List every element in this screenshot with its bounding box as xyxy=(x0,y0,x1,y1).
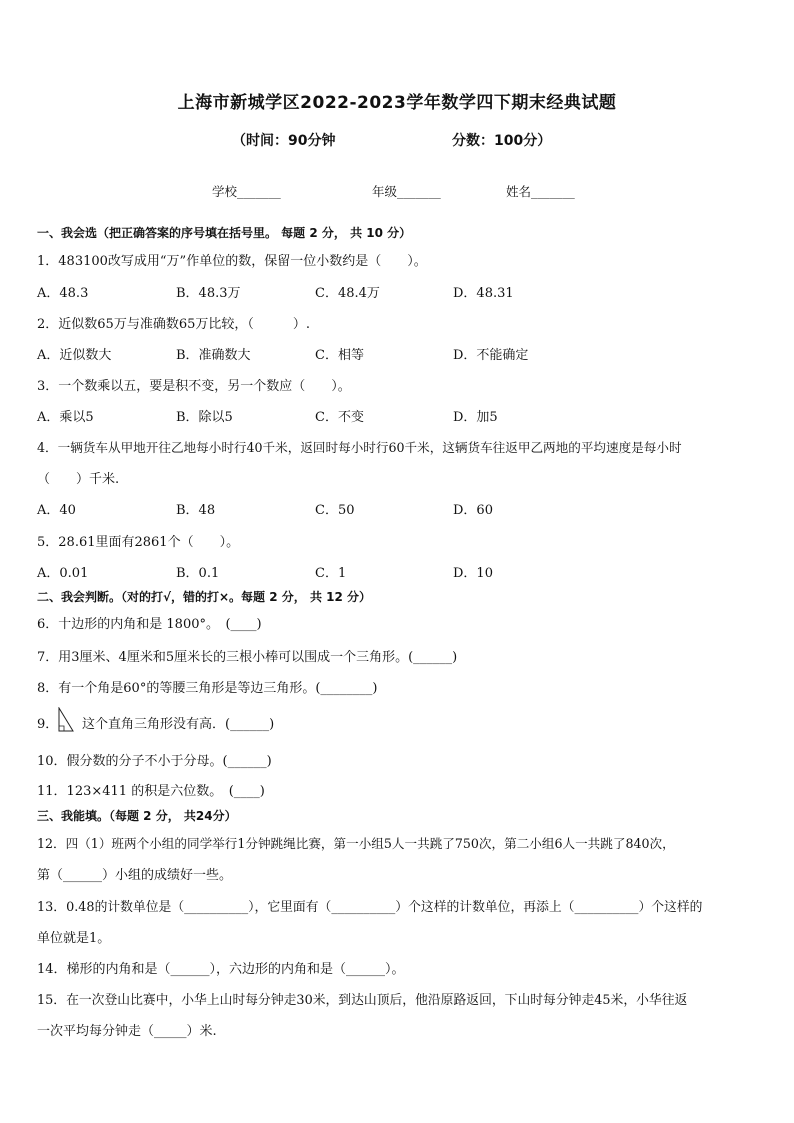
question-3: 3．一个数乘以五，要是积不变，另一个数应（ ）。 xyxy=(37,379,351,394)
question-5: 5．28.61里面有2861个（ ）。 xyxy=(37,535,240,550)
option-2c: C．相等 xyxy=(315,348,364,363)
question-8: 8．有一个角是60°的等腰三角形是等边三角形。(________) xyxy=(37,681,378,696)
school-field: 学校_______ xyxy=(212,184,281,199)
question-4: 4．一辆货车从甲地开往乙地每小时行40千米，返回时每小时行60千米，这辆货车往返甲乙两地的平均速度是每小时 xyxy=(37,440,682,455)
question-15: 15．在一次登山比赛中，小华上山时每分钟走30米，到达山顶后，他沿原路返回，下山时每分钟走45米，小华往返 xyxy=(37,993,688,1008)
option-1a: A．48.3 xyxy=(37,286,89,301)
grade-field: 年级_______ xyxy=(372,184,441,199)
question-11: 11．123×411 的积是六位数。 (____) xyxy=(37,784,265,799)
option-4a: A．40 xyxy=(37,503,76,518)
question-12: 12．四（1）班两个小组的同学举行1分钟跳绳比赛，第一小组5人一共跳了750次，第二小组6人一共跳了840次， xyxy=(37,836,675,851)
section-heading-fill: 三、我能填。（每题 2 分， 共24分） xyxy=(37,809,237,823)
option-2a: A．近似数大 xyxy=(37,348,112,363)
question-1: 1．483100改写成用“万”作单位的数，保留一位小数约是（ ）。 xyxy=(37,254,427,269)
option-3a: A．乘以5 xyxy=(37,410,94,425)
option-3b: B．除以5 xyxy=(176,410,233,425)
option-5c: C．1 xyxy=(315,566,347,581)
exam-time: （时间：90分钟 xyxy=(232,133,336,149)
section-heading-choice: 一、我会选（把正确答案的序号填在括号里。 每题 2 分， 共 10 分） xyxy=(37,226,412,240)
question-7: 7．用3厘米、4厘米和5厘米长的三根小棒可以围成一个三角形。(______) xyxy=(37,650,458,665)
question-4-continued: （ ）千米. xyxy=(37,472,120,487)
option-2d: D．不能确定 xyxy=(453,348,529,363)
option-2b: B．准确数大 xyxy=(176,348,251,363)
question-10: 10．假分数的分子不小于分母。(______) xyxy=(37,754,272,769)
exam-score: 分数：100分） xyxy=(452,133,552,149)
option-1c: C．48.4万 xyxy=(315,286,380,301)
option-1b: B．48.3万 xyxy=(176,286,241,301)
option-3c: C．不变 xyxy=(315,410,364,425)
question-9-number: 9． xyxy=(37,717,59,732)
option-4d: D．60 xyxy=(453,503,493,518)
option-4b: B．48 xyxy=(176,503,216,518)
question-15-continued: 一次平均每分钟走（_____）米. xyxy=(37,1024,217,1039)
option-3d: D．加5 xyxy=(453,410,498,425)
question-9: 这个直角三角形没有高．(______) xyxy=(82,717,275,732)
option-5b: B．0.1 xyxy=(176,566,220,581)
section-heading-judge: 二、我会判断。（对的打√，错的打×。每题 2 分， 共 12 分） xyxy=(37,590,371,604)
question-13-continued: 单位就是1。 xyxy=(37,931,111,946)
option-5a: A．0.01 xyxy=(37,566,89,581)
question-2: 2．近似数65万与准确数65万比较，（ ）. xyxy=(37,317,310,332)
question-13: 13．0.48的计数单位是（__________），它里面有（__________）个这样的计数单位，再添上（__________）个这样的 xyxy=(37,900,703,915)
right-triangle-figure xyxy=(57,707,75,733)
option-1d: D．48.31 xyxy=(453,286,514,301)
name-field: 姓名_______ xyxy=(506,184,575,199)
page-title: 上海市新城学区2022-2023学年数学四下期末经典试题 xyxy=(177,93,617,113)
option-4c: C．50 xyxy=(315,503,355,518)
question-6: 6．十边形的内角和是 1800°。 (____) xyxy=(37,617,262,632)
option-5d: D．10 xyxy=(453,566,493,581)
question-12-continued: 第（______）小组的成绩好一些。 xyxy=(37,868,233,883)
question-14: 14．梯形的内角和是（______），六边形的内角和是（______）。 xyxy=(37,962,405,977)
